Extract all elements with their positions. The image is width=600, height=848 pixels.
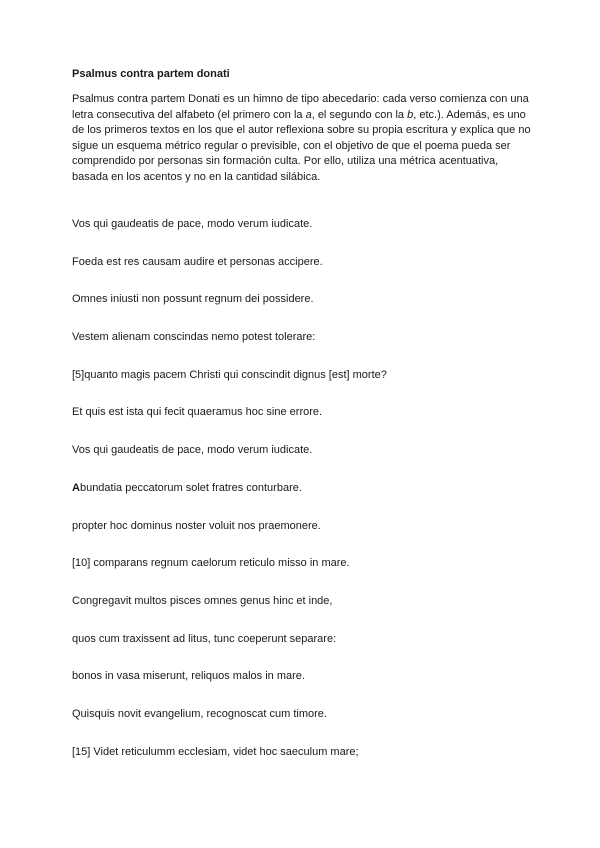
verse-line: Foeda est res causam audire et personas accipere. xyxy=(72,255,323,268)
verse-line: Quisquis novit evangelium, recognoscat cum timore. xyxy=(72,707,327,720)
verse-line: propter hoc dominus noster voluit nos praemonere. xyxy=(72,519,321,532)
intro-text-3: , etc.). Además, es uno de los primeros textos en los que el autor reflexiona sobre su propia escritura y explica que no sigue un esquema métrico regular o previsible, con el objetivo de que el poema pueda ser comprendido por personas sin formación culta. Por ello, utiliza una métrica acentuativa, basada en los acentos y no en la cantidad silábica. xyxy=(72,108,531,183)
verse-line: [15] Videt reticulumm ecclesiam, videt hoc saeculum mare; xyxy=(72,745,359,758)
verse-line: [10] comparans regnum caelorum reticulo misso in mare. xyxy=(72,557,350,570)
verse-line: Vos qui gaudeatis de pace, modo verum iudicate. xyxy=(72,444,313,457)
verse-line-abundatia xyxy=(72,480,532,496)
intro-letter-b: b xyxy=(407,108,414,121)
verse-line: Vos qui gaudeatis de pace, modo verum iudicate. xyxy=(72,218,313,230)
verse-line: Omnes iniusti non possunt regnum dei possidere. xyxy=(72,293,314,306)
intro-text-1: Psalmus contra partem Donati es un himno de tipo abecedario: cada verso comienza con una letra consecutiva del alfabeto (el primero con la xyxy=(72,93,529,121)
intro-paragraph xyxy=(72,92,532,186)
verse-line: quos cum traxissent ad litus, tunc coeperunt separare: xyxy=(72,632,337,645)
verse-line: Vestem alienam conscindas nemo potest tolerare: xyxy=(72,331,316,344)
document-page xyxy=(72,66,532,186)
verse-initial-letter: A xyxy=(72,481,80,494)
verse-line: Et quis est ista qui fecit quaeramus hoc sine errore. xyxy=(72,406,323,419)
intro-text-2: , el segundo con la xyxy=(311,108,408,121)
verse-line: Congregavit multos pisces omnes genus hinc et inde, xyxy=(72,594,333,607)
verse-list xyxy=(72,216,532,781)
verse-rest-text: bundatia peccatorum solet fratres conturbare. xyxy=(79,481,302,494)
verse-line: bonos in vasa miserunt, reliquos malos in mare. xyxy=(72,670,305,683)
document-title: Psalmus contra partem donati xyxy=(72,68,230,80)
intro-letter-a: a xyxy=(305,108,312,121)
verse-line: [5]quanto magis pacem Christi qui conscindit dignus [est] morte? xyxy=(72,368,387,381)
